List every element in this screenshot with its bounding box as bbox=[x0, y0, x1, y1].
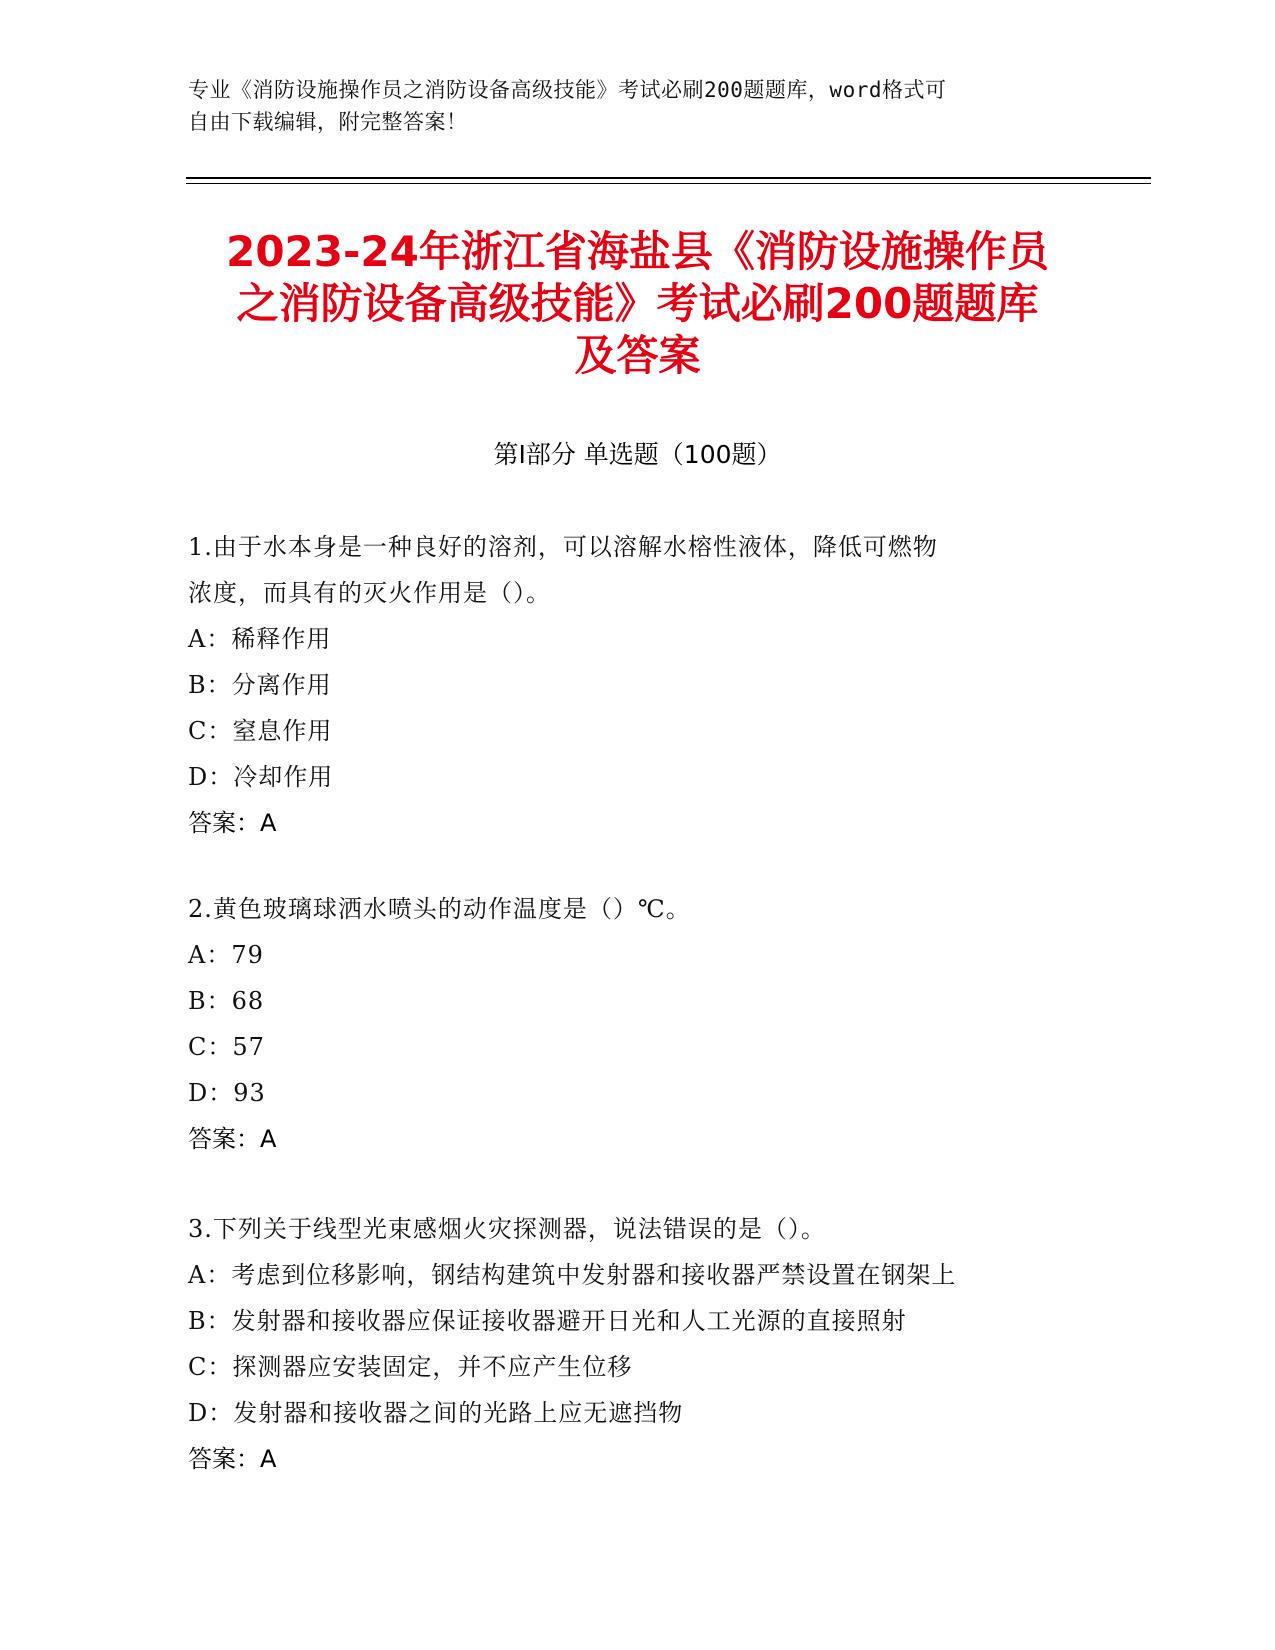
question-stem: 1.由于水本身是一种良好的溶剂，可以溶解水榕性液体，降低可燃物 bbox=[188, 533, 938, 561]
option-c: C：57 bbox=[188, 1033, 265, 1061]
option-a: A：稀释作用 bbox=[188, 625, 332, 653]
header-divider-thick bbox=[186, 177, 1151, 179]
option-d: D：冷却作用 bbox=[188, 763, 334, 791]
answer: 答案：A bbox=[188, 809, 277, 837]
title-line-2: 之消防设备高级技能》考试必刷200题题库 bbox=[236, 279, 1039, 328]
option-b: B：分离作用 bbox=[188, 671, 332, 699]
option-c: C：探测器应安装固定，并不应产生位移 bbox=[188, 1353, 633, 1381]
option-a: A：79 bbox=[188, 941, 264, 969]
question-stem: 2.黄色玻璃球洒水喷头的动作温度是（）℃。 bbox=[188, 895, 691, 923]
option-b: B：68 bbox=[188, 987, 265, 1015]
option-b: B：发射器和接收器应保证接收器避开日光和人工光源的直接照射 bbox=[188, 1307, 907, 1335]
section-heading: 第Ⅰ部分 单选题（100题） bbox=[493, 440, 782, 469]
intro-line-1: 专业《消防设施操作员之消防设备高级技能》考试必刷200题题库，word格式可 bbox=[188, 78, 947, 102]
document-title bbox=[150, 226, 1125, 382]
title-line-1: 2023-24年浙江省海盐县《消防设施操作员 bbox=[226, 227, 1049, 276]
title-line-3: 及答案 bbox=[574, 331, 701, 380]
question-stem: 浓度，而具有的灭火作用是（）。 bbox=[188, 579, 551, 607]
answer: 答案：A bbox=[188, 1125, 277, 1153]
question-2 bbox=[188, 886, 1088, 1162]
option-d: D：93 bbox=[188, 1079, 266, 1107]
header-divider-thin bbox=[186, 183, 1151, 184]
option-c: C：窒息作用 bbox=[188, 717, 333, 745]
question-3 bbox=[188, 1206, 1088, 1482]
intro-line-2: 自由下载编辑，附完整答案！ bbox=[188, 110, 468, 134]
question-stem: 3.下列关于线型光束感烟火灾探测器，说法错误的是（）。 bbox=[188, 1215, 826, 1243]
answer: 答案：A bbox=[188, 1445, 277, 1473]
option-d: D：发射器和接收器之间的光路上应无遮挡物 bbox=[188, 1399, 684, 1427]
intro-text bbox=[188, 74, 1068, 138]
question-1 bbox=[188, 524, 1088, 846]
option-a: A：考虑到位移影响，钢结构建筑中发射器和接收器严禁设置在钢架上 bbox=[188, 1261, 957, 1289]
